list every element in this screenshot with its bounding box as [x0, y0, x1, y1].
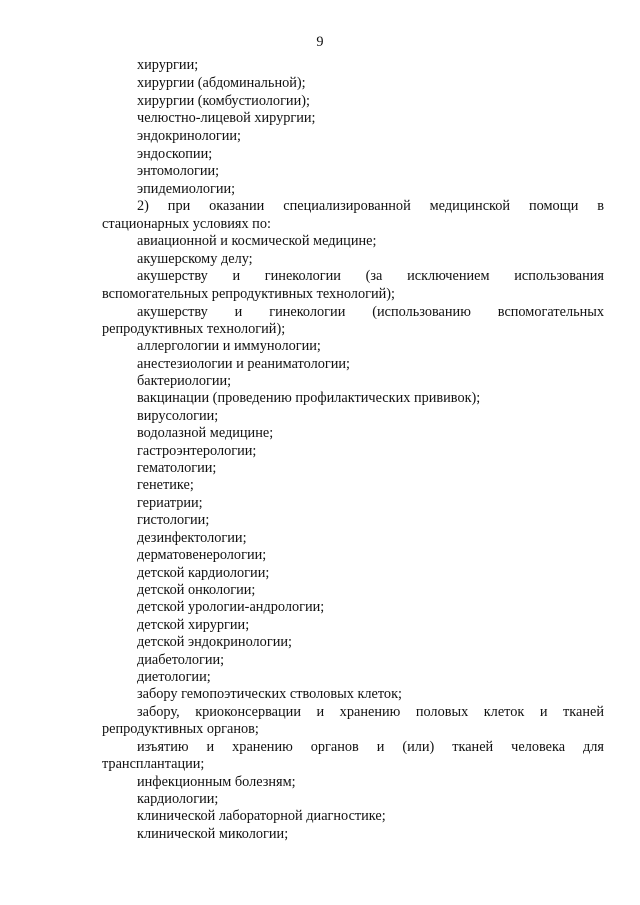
list-item: детской онкологии; — [137, 582, 256, 598]
list-item: эндоскопии; — [137, 146, 213, 162]
list-item: аллергологии и иммунологии; — [137, 338, 321, 354]
list-item: кардиологии; — [137, 791, 219, 807]
list-item: детской эндокринологии; — [137, 634, 292, 650]
page-number: 9 — [316, 34, 324, 50]
paragraph-line: стационарных условиях по: — [102, 216, 271, 232]
list-item: челюстно-лицевой хирургии; — [137, 110, 316, 126]
list-item: инфекционным болезням; — [137, 774, 296, 790]
list-item: гастроэнтерологии; — [137, 443, 257, 459]
list-item: гематологии; — [137, 460, 217, 476]
list-item: хирургии (комбустиологии); — [137, 93, 310, 109]
list-item: бактериологии; — [137, 373, 232, 389]
list-item: гериатрии; — [137, 495, 203, 511]
paragraph-line: забору, криоконсервации и хранению половых клеток и тканей — [137, 704, 604, 720]
list-item: диабетологии; — [137, 652, 225, 668]
paragraph-line: вспомогательных репродуктивных технологий); — [102, 286, 395, 302]
list-item: генетике; — [137, 477, 194, 493]
list-item: дезинфектологии; — [137, 530, 247, 546]
list-item: вирусологии; — [137, 408, 219, 424]
list-item: клинической микологии; — [137, 826, 289, 842]
list-item: детской урологии-андрологии; — [137, 599, 325, 615]
list-item: акушерскому делу; — [137, 251, 253, 267]
list-item: вакцинации (проведению профилактических прививок); — [137, 390, 481, 406]
paragraph-line: 2) при оказании специализированной медицинской помощи в — [137, 198, 604, 214]
list-item: авиационной и космической медицине; — [137, 233, 377, 249]
list-item: хирургии; — [137, 57, 199, 73]
list-item: забору гемопоэтических стволовых клеток; — [137, 686, 403, 702]
list-item: эпидемиологии; — [137, 181, 236, 197]
list-item: детской хирургии; — [137, 617, 250, 633]
list-item: дерматовенерологии; — [137, 547, 267, 563]
list-item: эндокринологии; — [137, 128, 241, 144]
paragraph-line: изъятию и хранению органов и (или) тканей человека для — [137, 739, 604, 755]
list-item: диетологии; — [137, 669, 211, 685]
paragraph-line: трансплантации; — [102, 756, 205, 772]
paragraph-line: репродуктивных технологий); — [102, 321, 286, 337]
list-item: клинической лабораторной диагностике; — [137, 808, 386, 824]
list-item: хирургии (абдоминальной); — [137, 75, 306, 91]
paragraph-line: акушерству и гинекологии (за исключением использования — [137, 268, 604, 284]
paragraph-line: акушерству и гинекологии (использованию вспомогательных — [137, 304, 604, 320]
list-item: анестезиологии и реаниматологии; — [137, 356, 351, 372]
list-item: детской кардиологии; — [137, 565, 270, 581]
list-item: водолазной медицине; — [137, 425, 274, 441]
list-item: энтомологии; — [137, 163, 220, 179]
paragraph-line: репродуктивных органов; — [102, 721, 259, 737]
list-item: гистологии; — [137, 512, 210, 528]
